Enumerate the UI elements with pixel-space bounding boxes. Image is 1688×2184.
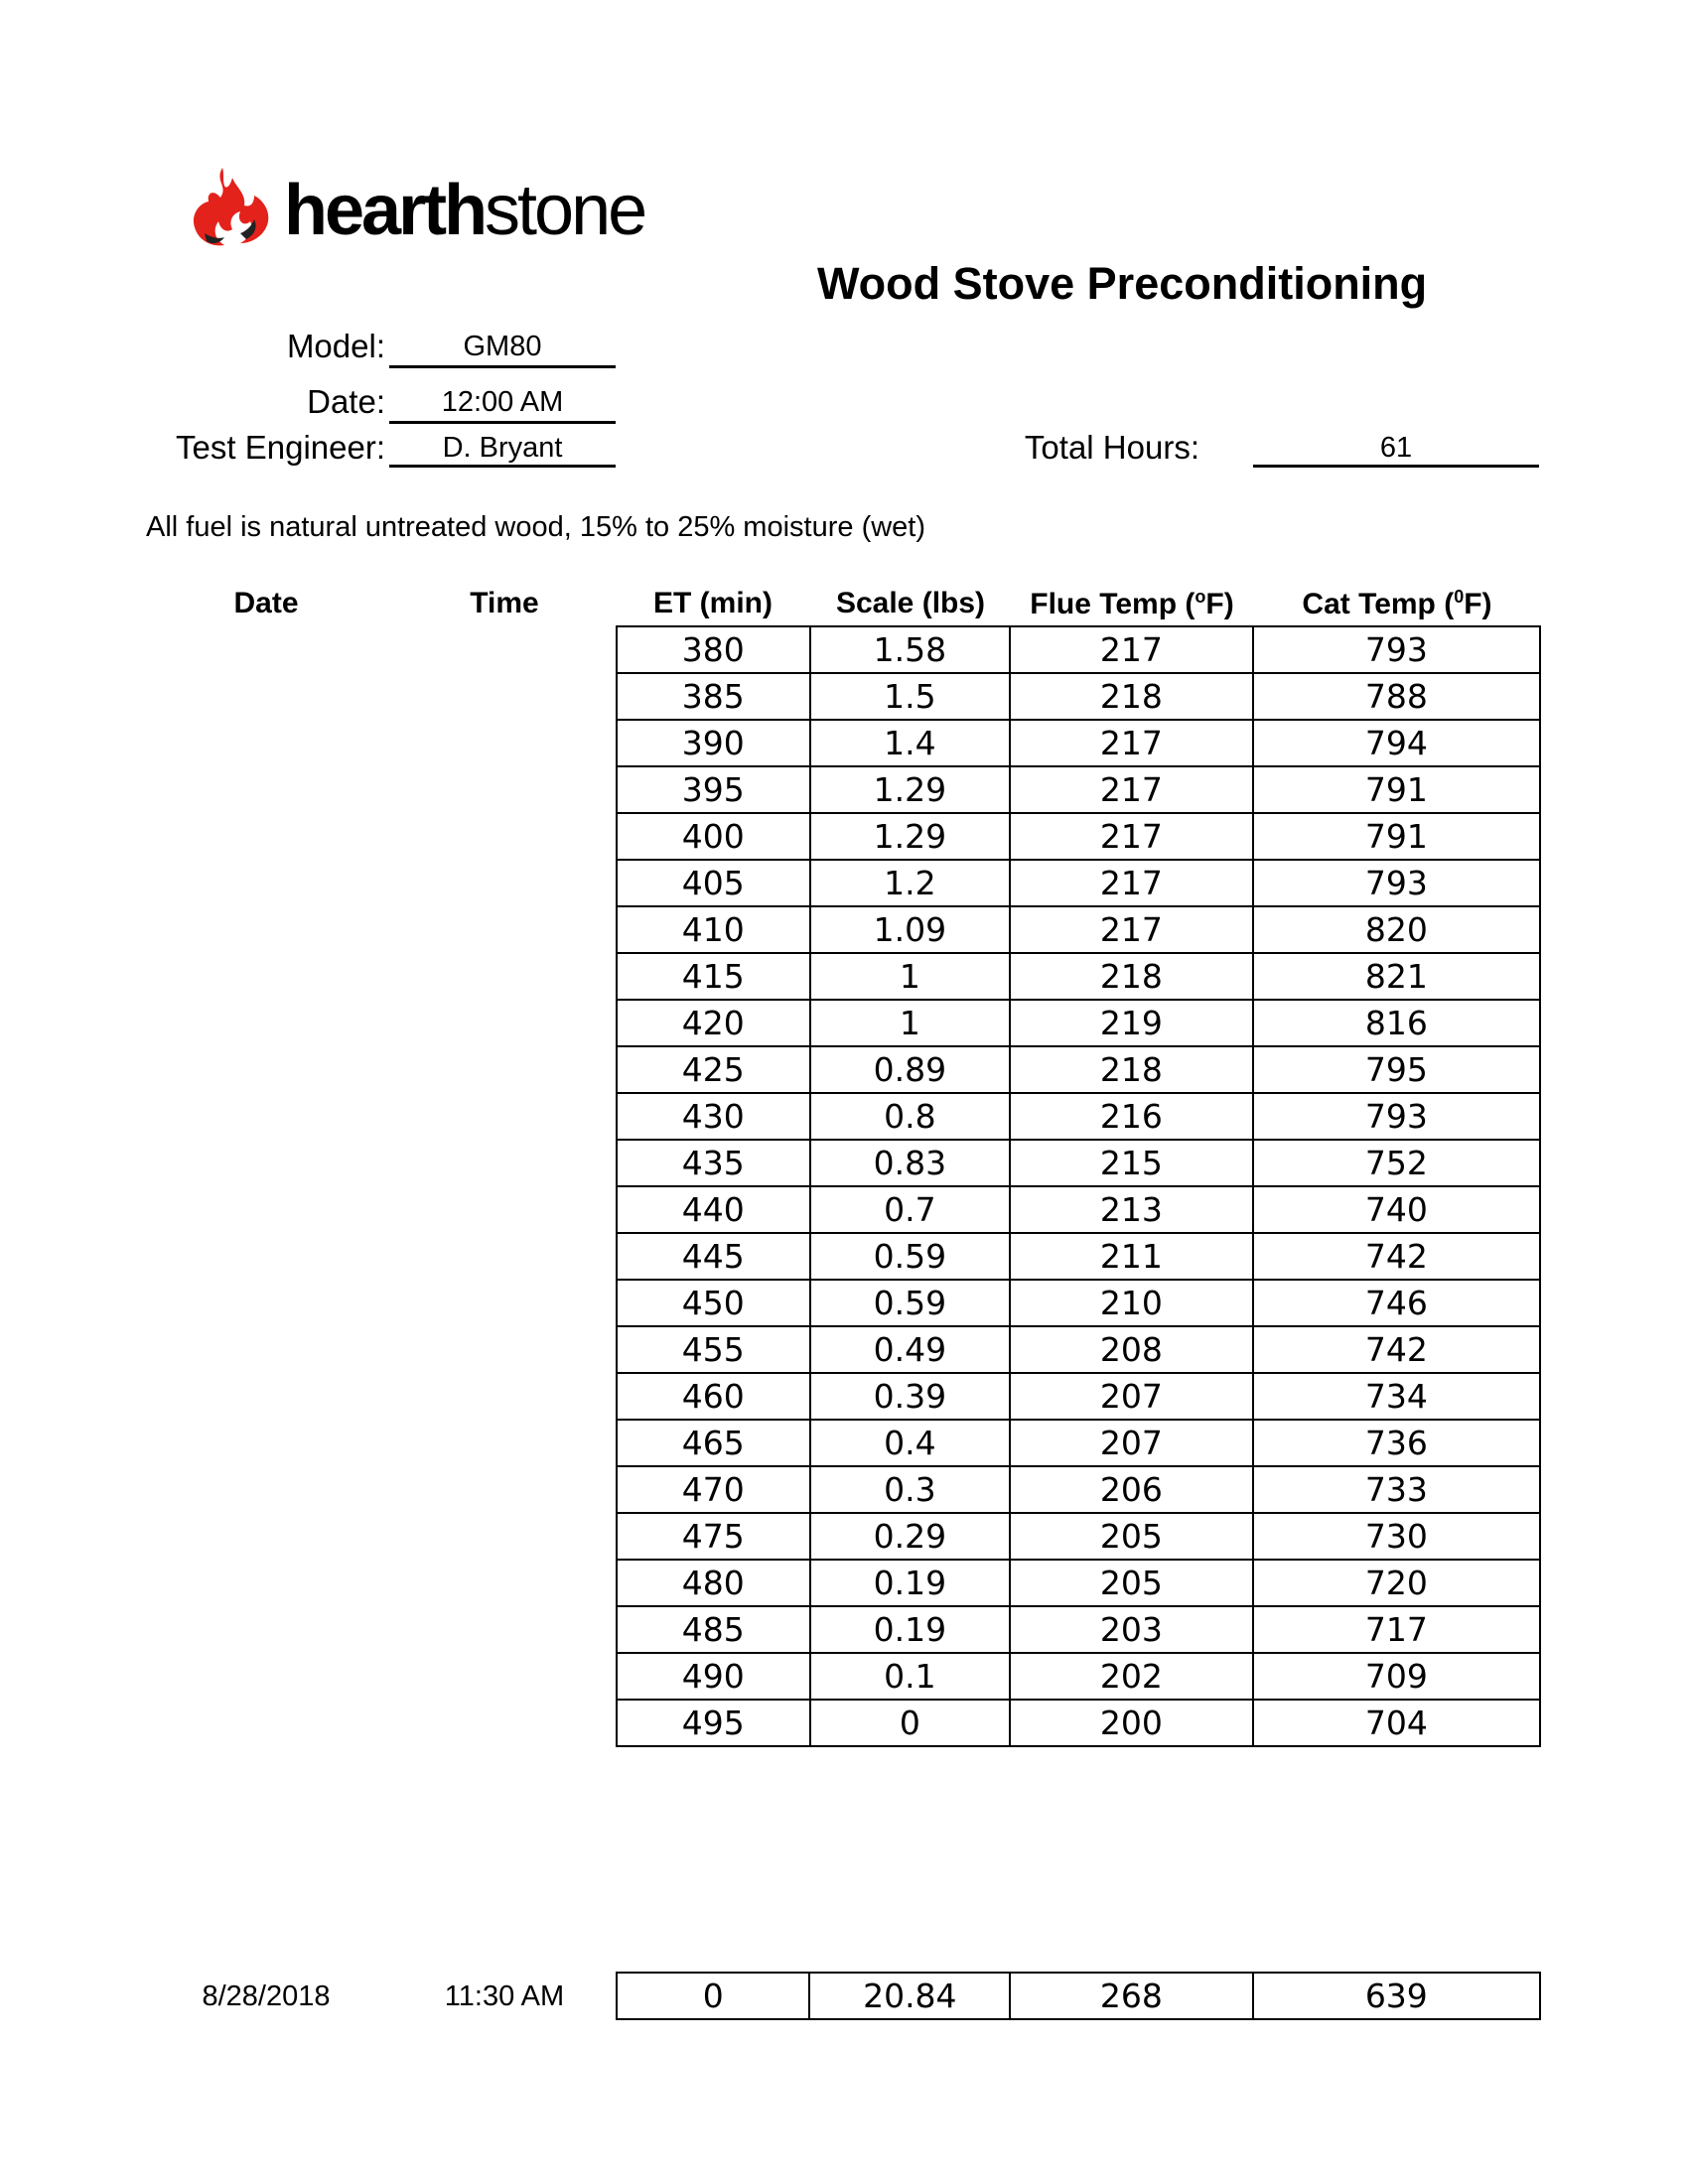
table-cell-flue-temp: 210 [1010,1280,1252,1326]
table-cell-et: 465 [617,1420,810,1466]
fuel-note: All fuel is natural untreated wood, 15% to 25% moisture (wet) [146,511,926,543]
table-cell-cat-temp: 820 [1253,906,1540,953]
table-row [617,1373,1540,1420]
table-cell-cat-temp: 742 [1253,1326,1540,1373]
col-header-time: Time [470,587,539,619]
table-cell-et: 405 [617,860,810,906]
table-row [617,1326,1540,1373]
col-header-scale: Scale (lbs) [835,587,986,619]
col-header-cat-temp: Cat Temp ($^0$F) [1302,587,1492,620]
table-cell-flue-temp: 218 [1010,953,1252,1000]
table-cell-et: 0 [617,1973,809,2019]
table-cell-et: 420 [617,1000,810,1046]
table-cell-et: 490 [617,1653,810,1700]
table-row [617,766,1540,813]
table-row [617,1093,1540,1140]
table-cell-scale: 0.19 [810,1606,1011,1653]
table-cell-et: 475 [617,1513,810,1560]
table-cell-cat-temp: 736 [1253,1420,1540,1466]
model-value: GM80 [389,331,616,368]
table-cell-scale: 0.89 [810,1046,1011,1093]
table-row [617,673,1540,720]
table-row [617,1513,1540,1560]
table-row [617,953,1540,1000]
table-cell-scale: 1.4 [810,720,1011,766]
logo-wordmark: hearthstone [284,171,645,250]
table-cell-scale: 0.7 [810,1186,1011,1233]
table-cell-et: 390 [617,720,810,766]
table-cell-cat-temp: 793 [1253,1093,1540,1140]
table-cell-cat-temp: 720 [1253,1560,1540,1606]
flame-icon [185,164,274,253]
table-cell-scale: 1.29 [810,813,1011,860]
table-row [617,1186,1540,1233]
table-cell-cat-temp: 816 [1253,1000,1540,1046]
table-cell-cat-temp: 734 [1253,1373,1540,1420]
table-cell-et: 480 [617,1560,810,1606]
table-cell-et: 435 [617,1140,810,1186]
table-cell-et: 460 [617,1373,810,1420]
table-cell-cat-temp: 730 [1253,1513,1540,1560]
table-cell-scale: 20.84 [809,1973,1010,2019]
table-cell-flue-temp: 205 [1010,1513,1252,1560]
table-cell-scale: 0.3 [810,1466,1011,1513]
table-cell-scale: 0.59 [810,1233,1011,1280]
table-cell-flue-temp: 217 [1010,813,1252,860]
table-row [617,1973,1540,2019]
table-row [617,1700,1540,1746]
table-row [617,906,1540,953]
model-label: Model: [286,328,385,364]
table-cell-cat-temp: 704 [1253,1700,1540,1746]
table-cell-scale: 1.58 [810,626,1011,673]
table-cell-flue-temp: 268 [1010,1973,1252,2019]
table-cell-scale: 0.19 [810,1560,1011,1606]
table-cell-cat-temp: 752 [1253,1140,1540,1186]
bottom-time: 11:30 AM [444,1980,565,2012]
table-cell-cat-temp: 746 [1253,1280,1540,1326]
table-cell-scale: 0.49 [810,1326,1011,1373]
table-row [617,813,1540,860]
bottom-date: 8/28/2018 [202,1980,331,2012]
table-cell-scale: 0.8 [810,1093,1011,1140]
table-row [617,1280,1540,1326]
table-cell-flue-temp: 217 [1010,720,1252,766]
table-cell-cat-temp: 791 [1253,813,1540,860]
col-header-date: Date [233,587,299,619]
table-cell-scale: 0.1 [810,1653,1011,1700]
page-title: Wood Stove Preconditioning [817,258,1428,309]
table-cell-flue-temp: 218 [1010,673,1252,720]
table-cell-et: 400 [617,813,810,860]
table-cell-cat-temp: 791 [1253,766,1540,813]
table-cell-cat-temp: 639 [1253,1973,1540,2019]
table-row [617,626,1540,673]
table-cell-scale: 0.29 [810,1513,1011,1560]
table-row [617,1046,1540,1093]
bottom-table [616,1972,1541,2020]
total-hours-value: 61 [1253,432,1539,468]
test-engineer-value: D. Bryant [389,432,616,468]
table-row [617,720,1540,766]
table-cell-et: 455 [617,1326,810,1373]
col-header-et: ET (min) [653,587,773,619]
col-header-flue-temp: Flue Temp ($^o$F) [1030,587,1234,620]
table-cell-flue-temp: 206 [1010,1466,1252,1513]
date-value: 12:00 AM [389,386,616,424]
table-cell-cat-temp: 740 [1253,1186,1540,1233]
table-cell-flue-temp: 219 [1010,1000,1252,1046]
table-cell-flue-temp: 215 [1010,1140,1252,1186]
table-cell-et: 445 [617,1233,810,1280]
table-cell-et: 450 [617,1280,810,1326]
table-cell-scale: 1.2 [810,860,1011,906]
table-cell-et: 380 [617,626,810,673]
table-cell-flue-temp: 205 [1010,1560,1252,1606]
table-cell-cat-temp: 793 [1253,626,1540,673]
table-cell-flue-temp: 207 [1010,1373,1252,1420]
hearthstone-logo [185,164,645,253]
table-cell-cat-temp: 733 [1253,1466,1540,1513]
table-cell-flue-temp: 217 [1010,906,1252,953]
table-cell-et: 440 [617,1186,810,1233]
table-row [617,1140,1540,1186]
table-cell-cat-temp: 709 [1253,1653,1540,1700]
table-cell-scale: 0.59 [810,1280,1011,1326]
table-cell-scale: 0.83 [810,1140,1011,1186]
table-cell-cat-temp: 821 [1253,953,1540,1000]
table-cell-et: 470 [617,1466,810,1513]
table-cell-et: 415 [617,953,810,1000]
table-cell-scale: 0.39 [810,1373,1011,1420]
table-cell-flue-temp: 213 [1010,1186,1252,1233]
table-cell-cat-temp: 795 [1253,1046,1540,1093]
table-cell-et: 485 [617,1606,810,1653]
date-label: Date: [307,383,385,420]
table-cell-scale: 1 [810,1000,1011,1046]
table-cell-et: 430 [617,1093,810,1140]
table-cell-flue-temp: 202 [1010,1653,1252,1700]
table-cell-cat-temp: 794 [1253,720,1540,766]
table-cell-scale: 0 [810,1700,1011,1746]
table-cell-flue-temp: 217 [1010,860,1252,906]
table-row [617,1560,1540,1606]
table-cell-cat-temp: 793 [1253,860,1540,906]
test-engineer-label: Test Engineer: [176,429,385,466]
table-cell-cat-temp: 717 [1253,1606,1540,1653]
table-cell-et: 425 [617,1046,810,1093]
table-cell-flue-temp: 200 [1010,1700,1252,1746]
table-cell-flue-temp: 211 [1010,1233,1252,1280]
data-table [616,625,1541,1747]
table-cell-cat-temp: 742 [1253,1233,1540,1280]
table-row [617,1653,1540,1700]
table-row [617,1420,1540,1466]
table-cell-et: 495 [617,1700,810,1746]
table-row [617,860,1540,906]
table-cell-flue-temp: 203 [1010,1606,1252,1653]
table-cell-scale: 1.09 [810,906,1011,953]
table-cell-et: 395 [617,766,810,813]
table-cell-flue-temp: 217 [1010,766,1252,813]
table-cell-flue-temp: 208 [1010,1326,1252,1373]
total-hours-label: Total Hours: [1024,429,1199,466]
table-cell-flue-temp: 218 [1010,1046,1252,1093]
table-cell-scale: 1.29 [810,766,1011,813]
table-cell-scale: 1 [810,953,1011,1000]
table-cell-et: 385 [617,673,810,720]
table-cell-scale: 1.5 [810,673,1011,720]
table-row [617,1000,1540,1046]
table-row [617,1466,1540,1513]
table-cell-flue-temp: 216 [1010,1093,1252,1140]
table-row [617,1606,1540,1653]
table-cell-flue-temp: 207 [1010,1420,1252,1466]
table-cell-scale: 0.4 [810,1420,1011,1466]
table-cell-flue-temp: 217 [1010,626,1252,673]
table-cell-et: 410 [617,906,810,953]
table-cell-cat-temp: 788 [1253,673,1540,720]
table-row [617,1233,1540,1280]
